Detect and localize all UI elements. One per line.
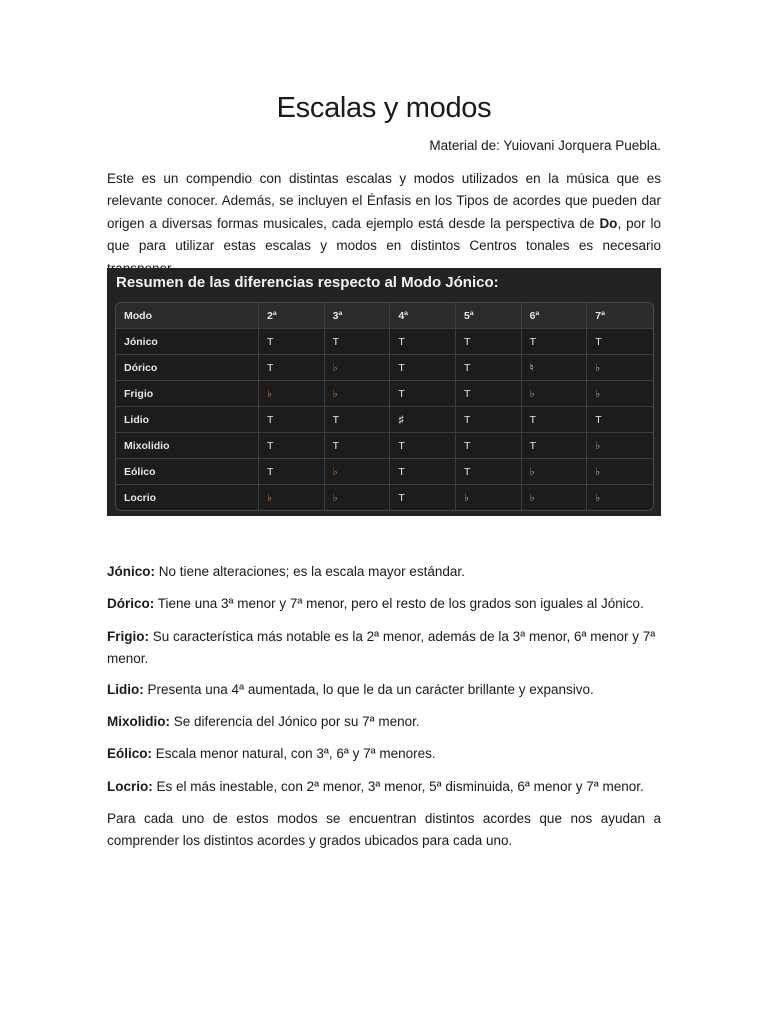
description-text: Escala menor natural, con 3ª, 6ª y 7ª menores.	[152, 746, 436, 761]
table-header-row	[116, 303, 653, 329]
table-heading: Resumen de las diferencias respecto al Modo Jónico:	[116, 274, 499, 291]
description-lidio	[107, 679, 661, 701]
table-cell: T	[456, 355, 522, 381]
table-row	[116, 355, 653, 381]
table-cell: T	[325, 329, 391, 355]
table-cell: ♭	[587, 485, 653, 510]
description-text: Presenta una 4ª aumentada, lo que le da un carácter brillante y expansivo.	[143, 682, 594, 697]
description-frigio	[107, 626, 661, 670]
description-term: Eólico:	[107, 746, 153, 761]
table-cell: T	[390, 459, 456, 485]
table-cell: T	[259, 407, 325, 433]
document-title: Escalas y modos	[276, 92, 492, 124]
mode-name-cell: Frigio	[116, 381, 259, 407]
intro-bold-do: Do	[599, 215, 618, 231]
author-line: Material de: Yuiovani Jorquera Puebla.	[429, 138, 661, 153]
table-cell: ♭	[259, 485, 325, 510]
table-cell: T	[390, 355, 456, 381]
table-cell: ♭	[587, 433, 653, 459]
modes-table	[115, 302, 654, 511]
table-cell: T	[390, 381, 456, 407]
table-cell: T	[259, 433, 325, 459]
table-cell: T	[390, 485, 456, 510]
table-cell: ♭	[587, 355, 653, 381]
closing-paragraph: Para cada uno de estos modos se encuentran distintos acordes que nos ayudan a comprender los distintos acordes y grados ubicados para cada uno.	[107, 811, 661, 849]
table-cell: ♭	[456, 485, 522, 510]
description-dorico	[107, 593, 661, 615]
table-cell: T	[522, 407, 588, 433]
description-jonico	[107, 561, 661, 583]
table-cell: ♭	[587, 381, 653, 407]
table-cell: T	[456, 407, 522, 433]
mode-name-cell: Lidio	[116, 407, 259, 433]
description-text: Tiene una 3ª menor y 7ª menor, pero el resto de los grados son iguales al Jónico.	[154, 596, 644, 611]
table-row	[116, 433, 653, 459]
description-term: Frigio:	[107, 629, 149, 644]
table-cell: T	[390, 433, 456, 459]
table-cell: ♭	[522, 381, 588, 407]
table-row	[116, 407, 653, 433]
intro-paragraph	[107, 168, 661, 280]
description-eolico	[107, 743, 661, 765]
table-cell: ♭	[325, 459, 391, 485]
table-cell: ♭	[522, 459, 588, 485]
description-locrio	[107, 776, 661, 798]
table-cell: T	[456, 459, 522, 485]
mode-name-cell: Mixolidio	[116, 433, 259, 459]
intro-text-1: Este es un compendio con distintas escalas y modos utilizados en la música que es relevante conocer. Además, se incluyen el Énfasis en los Tipos de acordes que pueden dar origen a diversas formas musicales, cada ejemplo está desde la perspectiva de	[107, 171, 661, 231]
table-cell: T	[456, 381, 522, 407]
header-4: 4ª	[390, 303, 456, 329]
table-cell: ♭	[587, 459, 653, 485]
mode-name-cell: Dórico	[116, 355, 259, 381]
table-cell: ♮	[522, 355, 588, 381]
header-2: 2ª	[259, 303, 325, 329]
table-cell: ♭	[325, 485, 391, 510]
header-6: 6ª	[522, 303, 588, 329]
table-row	[116, 459, 653, 485]
table-cell: T	[390, 329, 456, 355]
table-cell: T	[456, 433, 522, 459]
table-cell: ♯	[390, 407, 456, 433]
table-cell: T	[456, 329, 522, 355]
description-text: Es el más inestable, con 2ª menor, 3ª menor, 5ª disminuida, 6ª menor y 7ª menor.	[152, 779, 644, 794]
table-row	[116, 381, 653, 407]
mode-name-cell: Jónico	[116, 329, 259, 355]
description-text: Se diferencia del Jónico por su 7ª menor.	[170, 714, 420, 729]
table-cell: T	[522, 433, 588, 459]
description-text: No tiene alteraciones; es la escala mayor estándar.	[155, 564, 465, 579]
mode-name-cell: Locrio	[116, 485, 259, 510]
description-mixolidio	[107, 711, 661, 733]
description-term: Mixolidio:	[107, 714, 170, 729]
modes-summary-image	[107, 268, 661, 516]
mode-name-cell: Eólico	[116, 459, 259, 485]
table-cell: ♭	[325, 381, 391, 407]
table-cell: T	[522, 329, 588, 355]
description-text: Su característica más notable es la 2ª menor, además de la 3ª menor, 6ª menor y 7ª menor.	[107, 629, 656, 666]
table-cell: T	[325, 407, 391, 433]
table-cell: ♭	[522, 485, 588, 510]
table-cell: ♭	[325, 355, 391, 381]
intro-text-2: , por lo que para utilizar estas escalas y modos en distintos Centros tonales es necesario	[107, 215, 661, 254]
header-5: 5ª	[456, 303, 522, 329]
description-term: Jónico:	[107, 564, 156, 579]
table-cell: ♭	[259, 381, 325, 407]
description-term: Dórico:	[107, 596, 155, 611]
header-7: 7ª	[587, 303, 653, 329]
table-row	[116, 485, 653, 510]
table-cell: T	[259, 355, 325, 381]
table-cell: T	[587, 407, 653, 433]
description-term: Locrio:	[107, 779, 153, 794]
header-3: 3ª	[325, 303, 391, 329]
table-cell: T	[259, 329, 325, 355]
header-modo: Modo	[116, 303, 259, 329]
table-cell: T	[587, 329, 653, 355]
description-term: Lidio:	[107, 682, 144, 697]
table-cell: T	[259, 459, 325, 485]
table-cell: T	[325, 433, 391, 459]
table-row	[116, 329, 653, 355]
